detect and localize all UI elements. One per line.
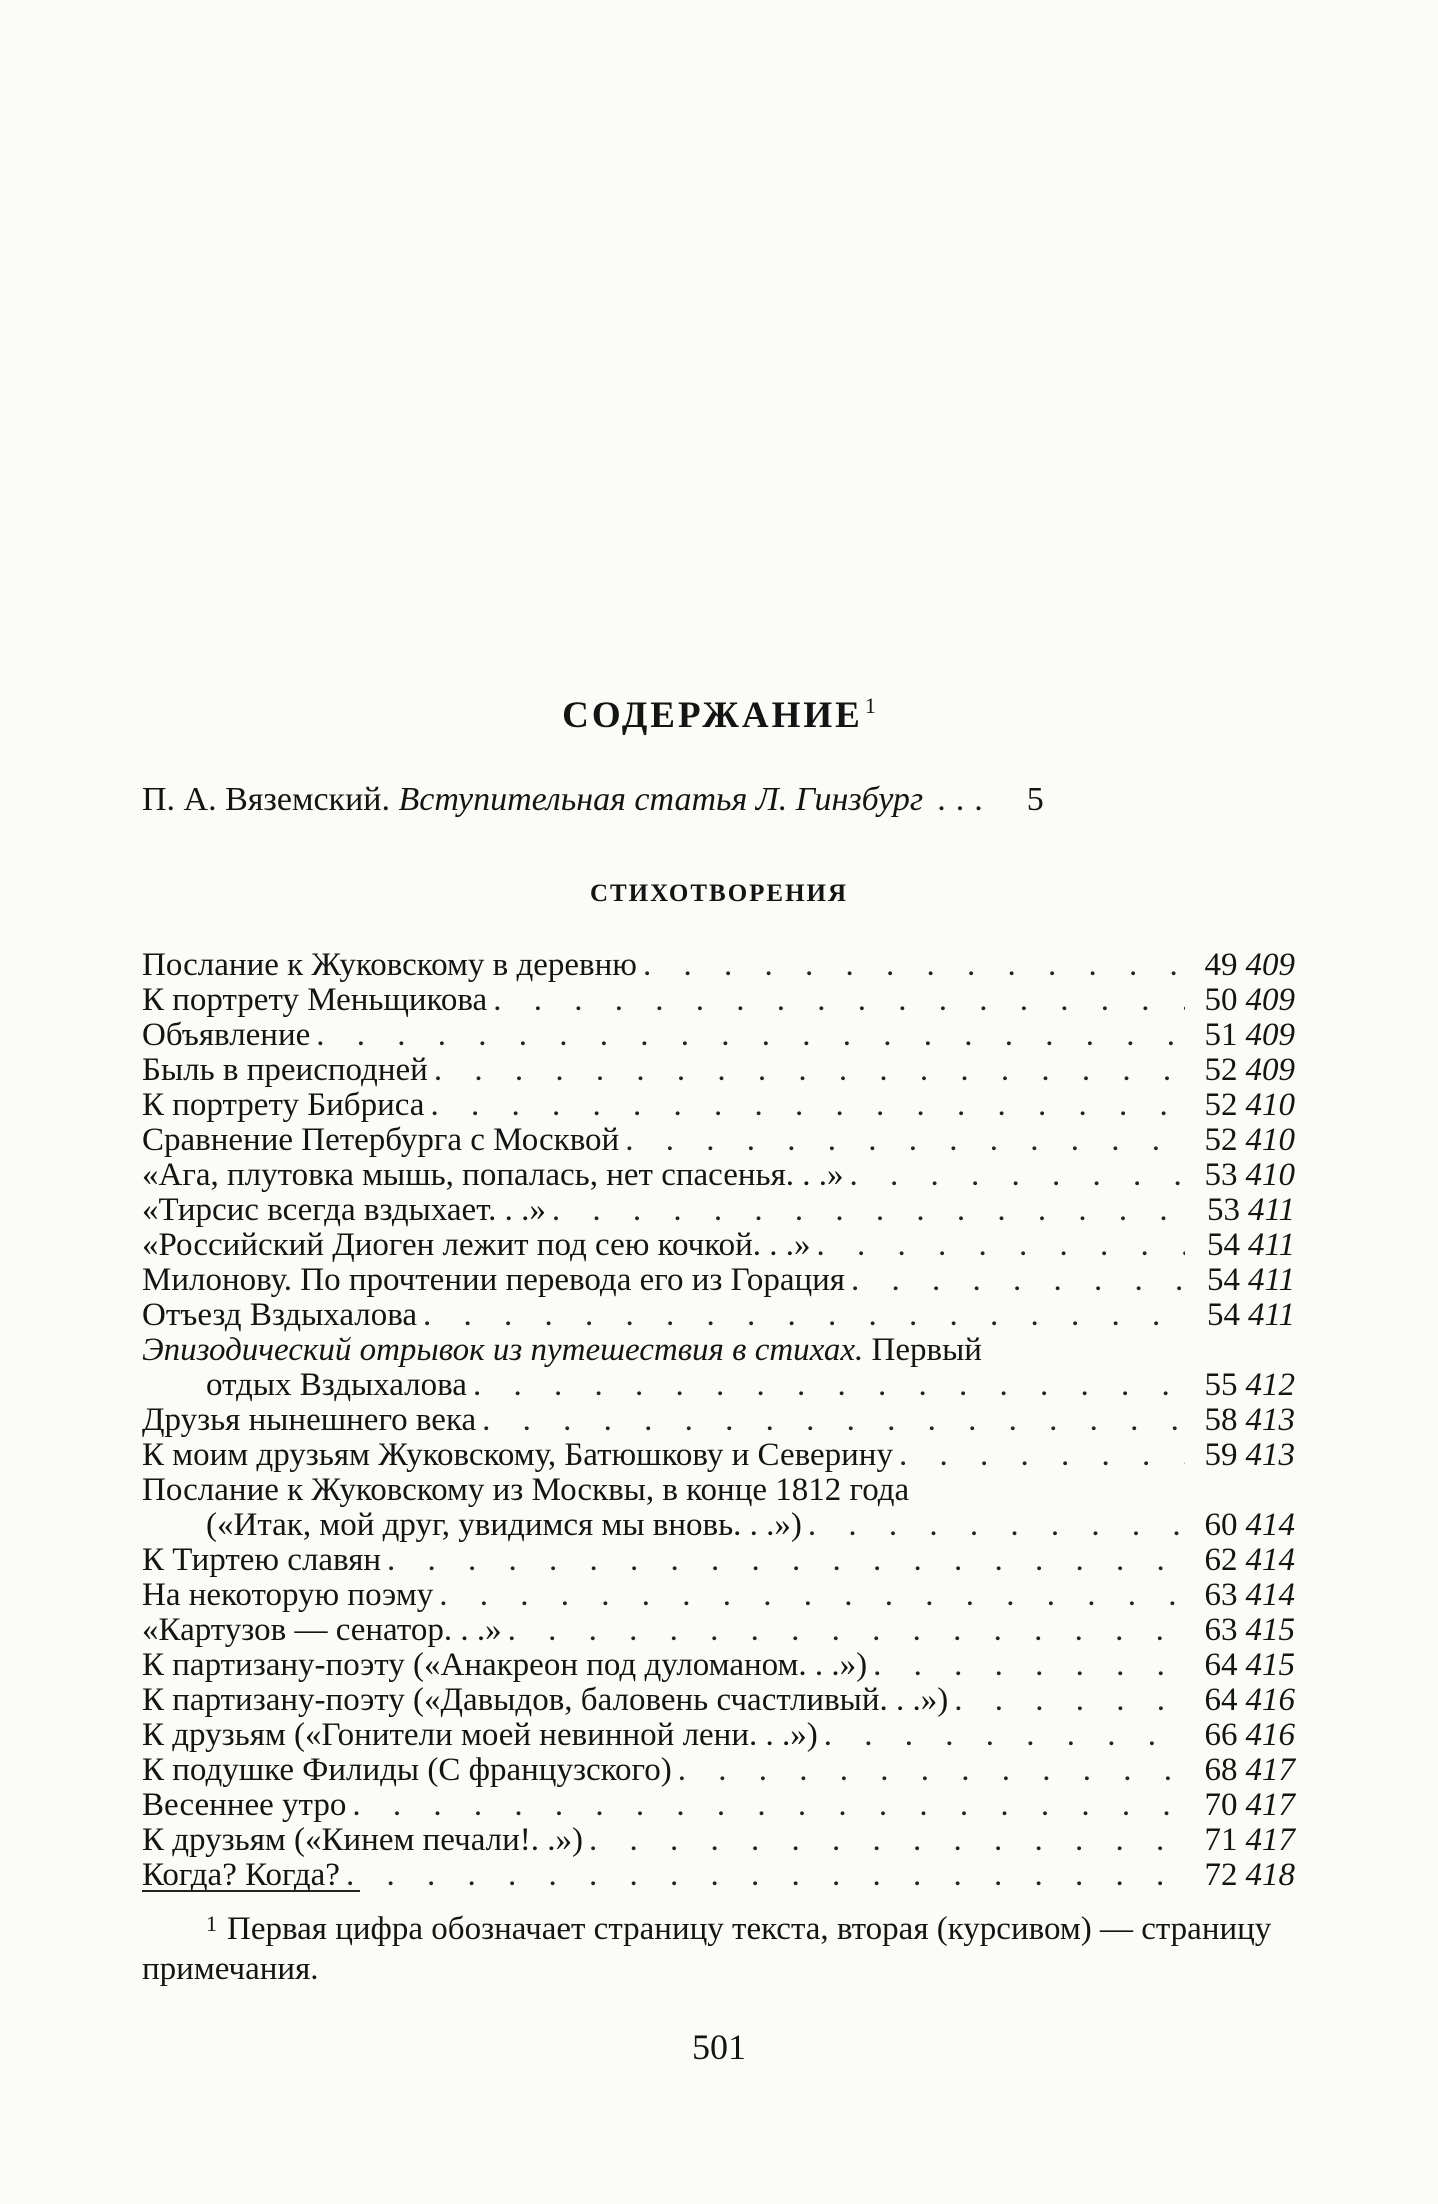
toc-pages bbox=[1191, 1053, 1295, 1088]
text-page: 72 bbox=[1204, 1857, 1238, 1893]
dot-leader bbox=[493, 983, 1185, 1018]
toc-entry-title: Весеннее утро bbox=[142, 1787, 347, 1823]
toc-entry bbox=[142, 1438, 1295, 1473]
page-number: 501 bbox=[692, 2027, 746, 2067]
note-page: 414 bbox=[1245, 1542, 1295, 1578]
toc-pages bbox=[1191, 1578, 1295, 1613]
toc-pages bbox=[1191, 1193, 1295, 1228]
text-page: 51 bbox=[1204, 1017, 1238, 1053]
toc-pages bbox=[1191, 1858, 1295, 1893]
text-page: 63 bbox=[1204, 1577, 1238, 1613]
toc-entry bbox=[142, 1403, 1295, 1438]
text-page: 60 bbox=[1204, 1507, 1238, 1543]
text-page: 62 bbox=[1204, 1542, 1238, 1578]
toc-entry-title: К подушке Филиды (С французского) bbox=[142, 1752, 672, 1788]
footnote-text: Первая цифра обозначает страницу текста, вторая (курсивом) — страницу примечания. bbox=[142, 1911, 1272, 1987]
dot-leader bbox=[552, 1193, 1185, 1228]
dot-leader bbox=[352, 1788, 1185, 1823]
text-page: 52 bbox=[1204, 1087, 1238, 1123]
toc-pages bbox=[1191, 1613, 1295, 1648]
toc-entry-title: Сравнение Петербурга с Москвой bbox=[142, 1122, 620, 1158]
text-page: 55 bbox=[1204, 1367, 1238, 1403]
toc-pages bbox=[1191, 1788, 1295, 1823]
dot-leader bbox=[954, 1683, 1185, 1718]
footnote-mark: 1 bbox=[206, 1911, 217, 1936]
dot-leader bbox=[387, 1543, 1185, 1578]
toc-entry-italic: Эпизодический отрывок из путешествия в стихах. bbox=[142, 1332, 864, 1368]
toc-list bbox=[142, 948, 1295, 1893]
note-page: 410 bbox=[1245, 1122, 1295, 1158]
toc-entry bbox=[142, 1263, 1295, 1298]
toc-entry bbox=[142, 1018, 1295, 1053]
dot-leader bbox=[434, 1053, 1185, 1088]
note-page: 416 bbox=[1245, 1682, 1295, 1718]
note-page: 410 bbox=[1245, 1157, 1295, 1193]
text-page: 64 bbox=[1204, 1647, 1238, 1683]
intro-dots: ... bbox=[937, 781, 993, 818]
toc-pages bbox=[1191, 1228, 1295, 1263]
toc-entry bbox=[142, 1298, 1295, 1333]
toc-entry-line2: отдых Вздыхалова bbox=[206, 1367, 467, 1403]
intro-article: Вступительная статья Л. Гинзбург bbox=[398, 781, 924, 818]
note-page: 411 bbox=[1247, 1227, 1295, 1263]
note-page: 417 bbox=[1245, 1822, 1295, 1858]
toc-entry-line1: Послание к Жуковскому из Москвы, в конце 1812 года bbox=[142, 1472, 910, 1508]
text-page: 71 bbox=[1204, 1822, 1238, 1858]
dot-leader bbox=[473, 1368, 1185, 1403]
note-page: 414 bbox=[1245, 1577, 1295, 1613]
text-page: 70 bbox=[1204, 1787, 1238, 1823]
toc-pages bbox=[1191, 1648, 1295, 1683]
dot-leader bbox=[430, 1088, 1185, 1123]
text-page: 54 bbox=[1206, 1262, 1240, 1298]
note-page: 411 bbox=[1247, 1262, 1295, 1298]
note-page: 413 bbox=[1245, 1437, 1295, 1473]
text-page: 50 bbox=[1204, 982, 1238, 1018]
toc-pages bbox=[1191, 1823, 1295, 1858]
text-page: 68 bbox=[1204, 1752, 1238, 1788]
toc-entry-line2: («Итак, мой друг, увидимся мы вновь. . .») bbox=[206, 1507, 802, 1543]
toc-entry bbox=[142, 1053, 1295, 1088]
toc-entry-episode bbox=[142, 1333, 1295, 1403]
note-page: 409 bbox=[1245, 982, 1295, 1018]
toc-pages bbox=[1191, 1298, 1295, 1333]
page-title-text: СОДЕРЖАНИЕ bbox=[562, 695, 863, 736]
text-page: 53 bbox=[1206, 1192, 1240, 1228]
note-page: 409 bbox=[1245, 947, 1295, 983]
toc-entry-title: К моим друзьям Жуковскому, Батюшкову и Северину bbox=[142, 1437, 893, 1473]
dot-leader bbox=[643, 948, 1185, 983]
dot-leader bbox=[678, 1753, 1185, 1788]
toc-entry-title: К партизану-поэту («Давыдов, баловень счастливый. . .») bbox=[142, 1682, 949, 1718]
toc-entry-title: Когда? Когда? bbox=[142, 1857, 340, 1893]
note-page: 409 bbox=[1245, 1017, 1295, 1053]
toc-entry-title: К портрету Меньщикова bbox=[142, 982, 488, 1018]
toc-entry-title: Послание к Жуковскому в деревню bbox=[142, 947, 637, 983]
intro-author: П. А. Вяземский. bbox=[142, 781, 390, 818]
text-page: 66 bbox=[1204, 1717, 1238, 1753]
toc-entry bbox=[142, 948, 1295, 983]
note-page: 412 bbox=[1245, 1367, 1295, 1403]
dot-leader bbox=[851, 1263, 1185, 1298]
toc-pages bbox=[1191, 1158, 1295, 1193]
toc-entry-title: Объявление bbox=[142, 1017, 311, 1053]
text-page: 58 bbox=[1204, 1402, 1238, 1438]
toc-pages bbox=[1191, 1123, 1295, 1158]
toc-entry-title: К Тиртею славян bbox=[142, 1542, 382, 1578]
toc-entry-title: На некоторую поэму bbox=[142, 1577, 434, 1613]
dot-leader bbox=[316, 1018, 1185, 1053]
toc-entry-title: «Тирсис всегда вздыхает. . .» bbox=[142, 1192, 546, 1228]
toc-entry-title: «Картузов — сенатор. . .» bbox=[142, 1612, 502, 1648]
toc-pages bbox=[1191, 1683, 1295, 1718]
footnote-rule bbox=[142, 1890, 360, 1892]
toc-entry-title: Друзья нынешнего века bbox=[142, 1402, 477, 1438]
toc-entry bbox=[142, 1718, 1295, 1753]
text-page: 54 bbox=[1206, 1227, 1240, 1263]
text-page: 63 bbox=[1204, 1612, 1238, 1648]
dot-leader bbox=[589, 1823, 1185, 1858]
toc-entry-title: К друзьям («Кинем печали!. .») bbox=[142, 1822, 583, 1858]
toc-entry-title: «Российский Диоген лежит под сею кочкой. . .» bbox=[142, 1227, 811, 1263]
toc-entry bbox=[142, 983, 1295, 1018]
toc-pages bbox=[1191, 1753, 1295, 1788]
toc-entry bbox=[142, 1753, 1295, 1788]
toc-entry-title: Отъезд Вздыхалова bbox=[142, 1297, 418, 1333]
toc-entry-moscow bbox=[142, 1473, 1295, 1543]
text-page: 49 bbox=[1204, 947, 1238, 983]
toc-entry bbox=[142, 1193, 1295, 1228]
intro-entry bbox=[142, 778, 1222, 822]
toc-pages bbox=[1191, 948, 1295, 983]
footnote-ref: 1 bbox=[864, 693, 876, 718]
note-page: 411 bbox=[1247, 1192, 1295, 1228]
dot-leader bbox=[808, 1508, 1185, 1543]
toc-pages bbox=[1191, 1368, 1295, 1403]
toc-entry-title: К друзьям («Гонители моей невинной лени. . .») bbox=[142, 1717, 818, 1753]
dot-leader bbox=[346, 1858, 1185, 1893]
toc-entry-rest: Первый bbox=[863, 1332, 982, 1368]
note-page: 415 bbox=[1245, 1612, 1295, 1648]
toc-entry bbox=[142, 1543, 1295, 1578]
toc-entry bbox=[142, 1788, 1295, 1823]
toc-pages bbox=[1191, 1088, 1295, 1123]
note-page: 413 bbox=[1245, 1402, 1295, 1438]
dot-leader bbox=[423, 1298, 1185, 1333]
footnote bbox=[142, 1904, 1292, 1989]
text-page: 52 bbox=[1204, 1052, 1238, 1088]
note-page: 410 bbox=[1245, 1087, 1295, 1123]
note-page: 415 bbox=[1245, 1647, 1295, 1683]
text-page: 59 bbox=[1204, 1437, 1238, 1473]
toc-entry bbox=[142, 1088, 1295, 1123]
toc-pages bbox=[1191, 1718, 1295, 1753]
text-page: 53 bbox=[1204, 1157, 1238, 1193]
intro-page: 5 bbox=[1026, 781, 1044, 818]
toc-entry bbox=[142, 1123, 1295, 1158]
dot-leader bbox=[899, 1438, 1185, 1473]
page-title bbox=[0, 693, 1438, 737]
toc-entry bbox=[142, 1578, 1295, 1613]
toc-pages bbox=[1191, 1403, 1295, 1438]
dot-leader bbox=[439, 1578, 1185, 1613]
dot-leader bbox=[824, 1718, 1185, 1753]
section-title: СТИХОТВОРЕНИЯ bbox=[589, 880, 849, 907]
toc-entry bbox=[142, 1158, 1295, 1193]
text-page: 54 bbox=[1206, 1297, 1240, 1333]
toc-pages bbox=[1191, 1438, 1295, 1473]
toc-entry bbox=[142, 1858, 1295, 1893]
toc-pages bbox=[1191, 1018, 1295, 1053]
text-page: 52 bbox=[1204, 1122, 1238, 1158]
note-page: 417 bbox=[1245, 1752, 1295, 1788]
toc-entry bbox=[142, 1683, 1295, 1718]
note-page: 418 bbox=[1245, 1857, 1295, 1893]
note-page: 416 bbox=[1245, 1717, 1295, 1753]
toc-entry bbox=[142, 1228, 1295, 1263]
toc-entry bbox=[142, 1648, 1295, 1683]
toc-pages bbox=[1191, 1543, 1295, 1578]
dot-leader bbox=[508, 1613, 1185, 1648]
dot-leader bbox=[817, 1228, 1185, 1263]
dot-leader bbox=[482, 1403, 1185, 1438]
toc-pages bbox=[1191, 1508, 1295, 1543]
toc-pages bbox=[1191, 1263, 1295, 1298]
toc-entry bbox=[142, 1613, 1295, 1648]
note-page: 417 bbox=[1245, 1787, 1295, 1823]
toc-entry-title: Быль в преисподней bbox=[142, 1052, 428, 1088]
toc-entry-title: К партизану-поэту («Анакреон под дуломаном. . .») bbox=[142, 1647, 868, 1683]
note-page: 409 bbox=[1245, 1052, 1295, 1088]
toc-entry-title: К портрету Бибриса bbox=[142, 1087, 425, 1123]
toc-entry bbox=[142, 1823, 1295, 1858]
toc-entry-title: Милонову. По прочтении перевода его из Горация bbox=[142, 1262, 845, 1298]
note-page: 411 bbox=[1247, 1297, 1295, 1333]
note-page: 414 bbox=[1245, 1507, 1295, 1543]
dot-leader bbox=[850, 1158, 1186, 1193]
dot-leader bbox=[873, 1648, 1185, 1683]
dot-leader bbox=[625, 1123, 1185, 1158]
toc-entry-title: «Ага, плутовка мышь, попалась, нет спасенья. . .» bbox=[142, 1157, 844, 1193]
text-page: 64 bbox=[1204, 1682, 1238, 1718]
toc-pages bbox=[1191, 983, 1295, 1018]
